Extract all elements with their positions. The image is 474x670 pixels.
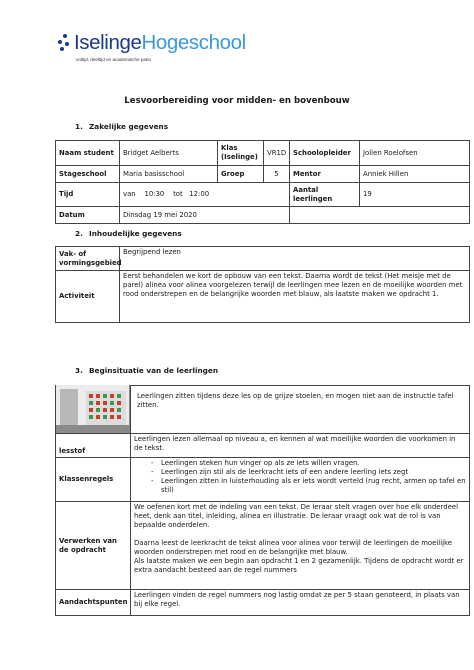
logo bbox=[58, 30, 278, 66]
mentor-label: Mentor bbox=[290, 166, 360, 183]
indeling-value: Leerlingen zitten tijdens deze les op de grijze stoelen, en mogen niet aan de instructie tafel zitten. bbox=[131, 386, 470, 434]
verwerken-paragraph: We oefenen kort met de indeling van een tekst. De leraar stelt vragen over hoe elk onderdeel heet, denk aan titel, inleiding, alinea en illustratie. De leraar vraagt ook wat de rol is van bepaalde onderdelen. bbox=[134, 503, 459, 529]
inhoudelijke-gegevens-table bbox=[55, 246, 470, 323]
datum-value: Dinsdag 19 mei 2020 bbox=[120, 207, 290, 224]
mentor-value: Anniek Hillen bbox=[360, 166, 470, 183]
tijd-value: van 10:30 tot 12:00 bbox=[120, 183, 290, 207]
activiteit-label: Activiteit bbox=[56, 271, 120, 323]
groep-value: 5 bbox=[264, 166, 290, 183]
lesstof-value: Leerlingen lezen allemaal op niveau a, en kennen al wat moeilijke woorden die voorkomen in de tekst. bbox=[131, 434, 470, 458]
datum-label: Datum bbox=[56, 207, 120, 224]
stageschool-value: Maria basisschool bbox=[120, 166, 218, 183]
klas-label: Klas (Iselinge) bbox=[218, 141, 264, 166]
klassenregel-item: - Leerlingen zijn stil als de leerkracht iets of een andere leerling iets zegt bbox=[134, 468, 466, 477]
naam-student-value: Bridget Aelberts bbox=[120, 141, 218, 166]
section-heading-2: 2. Inhoudelijke gegevens bbox=[75, 229, 182, 238]
document-title: Lesvoorbereiding voor midden- en bovenbouw bbox=[124, 96, 350, 106]
aantal-leerlingen-value: 19 bbox=[360, 183, 470, 207]
verwerken-paragraph: Als laatste maken we een begin aan opdracht 1 en 2 gezamenlijk. Tijdens de opdracht wordt er extra aandacht besteed aan de regel nummers bbox=[134, 557, 464, 574]
aandachtspunten-label: Aandachtspunten bbox=[56, 590, 131, 616]
empty-cell bbox=[290, 207, 470, 224]
klassenregel-item: - Leerlingen steken hun vinger op als ze iets willen vragen. bbox=[134, 459, 466, 468]
aandachtspunten-value: Leerlingen vinden de regel nummers nog lastig omdat ze per 5 staan genoteerd, in plaats van bij elke regel. bbox=[131, 590, 470, 616]
klassenregel-item: - Leerlingen zitten in luisterhouding als er iets wordt verteld (rug recht, armen op tafel en stil) bbox=[134, 477, 466, 495]
verwerken-paragraph: Daarna leest de leerkracht de tekst alinea voor alinea voor terwijl de leerlingen de moeilijke woorden onderstrepen met rood en de belangrijke met blauw. bbox=[134, 539, 453, 556]
stageschool-label: Stageschool bbox=[56, 166, 120, 183]
tijd-label: Tijd bbox=[56, 183, 120, 207]
klassenregels-label: Klassenregels bbox=[56, 458, 131, 502]
logo-dots-icon bbox=[58, 34, 72, 52]
verwerken-value bbox=[131, 502, 470, 590]
naam-student-label: Naam student bbox=[56, 141, 120, 166]
section-heading-3: 3. Beginsituatie van de leerlingen bbox=[75, 366, 219, 375]
klas-value: VR1D bbox=[264, 141, 290, 166]
activiteit-value: Eerst behandelen we kort de opbouw van een tekst. Daarna wordt de tekst (Het meisje met de parel) alinea voor alinea voorgelezen terwijl de leerlingen mee lezen en de moeilijke woorden met rood onderstrepen en de belangrijke woorden met blauw, als laatste maken we opdracht 1. bbox=[120, 271, 470, 323]
aantal-leerlingen-label: Aantal leerlingen bbox=[290, 183, 360, 207]
vak-label: Vak- of vormingsgebied bbox=[56, 247, 120, 271]
klassenregels-value bbox=[131, 458, 470, 502]
lesstof-label: lesstof bbox=[56, 434, 131, 458]
classroom-photo bbox=[56, 385, 130, 433]
logo-wordmark: IselingeHogeschool bbox=[74, 31, 246, 54]
logo-tagline: voltijd, deeltijd en academische pabo bbox=[76, 57, 152, 62]
section-heading-1: 1. Zakelijke gegevens bbox=[75, 122, 169, 131]
zakelijke-gegevens-table bbox=[55, 140, 470, 224]
verwerken-label: Verwerken van de opdracht bbox=[56, 502, 131, 590]
schoolopleider-value: Jolien Roelofsen bbox=[360, 141, 470, 166]
schoolopleider-label: Schoolopleider bbox=[290, 141, 360, 166]
vak-value: Begrijpend lezen bbox=[120, 247, 470, 271]
groep-label: Groep bbox=[218, 166, 264, 183]
